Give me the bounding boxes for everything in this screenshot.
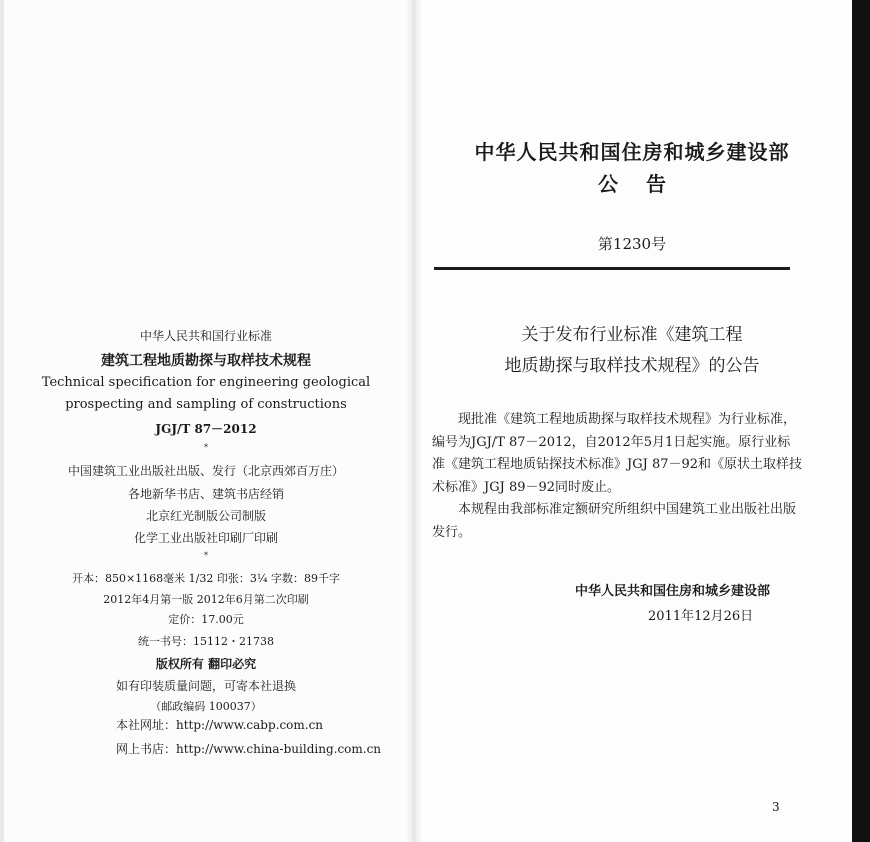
page-number: 3 <box>772 800 780 814</box>
body-line: 现批准《建筑工程地质勘探与取样技术规程》为行业标准， <box>458 412 797 427</box>
signer: 中华人民共和国住房和城乡建设部 <box>575 584 771 599</box>
announcement-date: 2011年12月26日 <box>648 609 754 624</box>
printer-line: 化学工业出版社印刷厂印刷 <box>133 531 278 545</box>
announcement-body <box>432 409 803 544</box>
publisher-line: 中国建筑工业出版社出版、发行（北京西郊百万庄） <box>67 464 344 478</box>
announcement-title-line-2: 地质勘探与取样技术规程》的公告 <box>504 356 760 376</box>
distribution-line: 各地新华书店、建筑书店经销 <box>127 487 284 501</box>
standard-category: 中华人民共和国行业标准 <box>139 329 272 343</box>
english-title-line-1: Technical specification for engineering geological <box>41 375 371 390</box>
scan-right-edge <box>852 0 870 842</box>
body-line: 术标准》JGJ 89－92同时废止。 <box>432 479 621 495</box>
standard-code: JGJ/T 87－2012 <box>155 422 257 436</box>
english-title-line-2: prospecting and sampling of constructions <box>65 397 347 412</box>
book-number-line: 统一书号：15112・21738 <box>138 635 274 648</box>
price-line: 定价：17.00元 <box>168 613 244 626</box>
heading-rule <box>434 267 790 270</box>
body-line: 准《建筑工程地质钻探技术标准》JGJ 87－92和《原状土取样技 <box>432 457 803 472</box>
notice-heading: 公告 <box>598 172 694 196</box>
format-spec-line: 开本：850×1168毫米 1/32 印张：3¼ 字数：89千字 <box>71 572 341 585</box>
postal-code-line: （邮政编码 100037） <box>150 700 262 713</box>
separator-star: * <box>204 551 208 560</box>
rights-line: 版权所有 翻印必究 <box>155 657 257 671</box>
edition-line: 2012年4月第一版 2012年6月第二次印刷 <box>103 593 309 606</box>
book-title: 建筑工程地质勘探与取样技术规程 <box>101 353 311 369</box>
ministry-heading: 中华人民共和国住房和城乡建设部 <box>474 140 790 164</box>
website-line: 本社网址：http://www.cabp.com.cn <box>116 718 324 732</box>
announcement-number: 第1230号 <box>597 235 667 253</box>
body-line: 发行。 <box>432 524 472 540</box>
quality-notice-line: 如有印装质量问题，可寄本社退换 <box>115 679 296 693</box>
bookstore-line: 网上书店：http://www.china-building.com.cn <box>116 742 382 756</box>
announcement-title-line-1: 关于发布行业标准《建筑工程 <box>521 325 743 345</box>
body-line: 编号为JGJ/T 87－2012，自2012年5月1日起实施。原行业标 <box>432 434 791 450</box>
separator-star: * <box>204 443 208 452</box>
plate-maker-line: 北京红光制版公司制版 <box>145 509 266 523</box>
body-line: 本规程由我部标准定额研究所组织中国建筑工业出版社出版 <box>458 502 797 517</box>
